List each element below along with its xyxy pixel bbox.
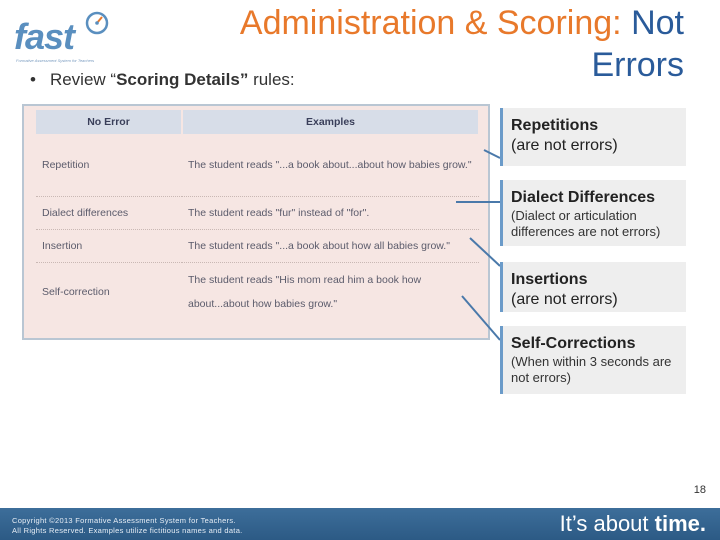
logo-tagline: Formative Assessment System for Teachers (16, 58, 95, 63)
row-label: Dialect differences (36, 196, 182, 229)
bullet-dot: • (30, 70, 36, 89)
footer-copyright (12, 516, 243, 536)
row-label: Repetition (36, 134, 182, 196)
header-no-error: No Error (36, 110, 182, 134)
callout-title: Repetitions (511, 117, 599, 134)
row-example: The student reads "fur" instead of "for". (182, 196, 479, 229)
review-bullet (30, 70, 295, 90)
table-row (36, 134, 479, 196)
row-example: The student reads "His mom read him a book how about...about how babies grow." (188, 274, 422, 311)
row-example: The student reads "...a book about how all babies grow." (182, 229, 479, 262)
fast-logo (14, 10, 114, 64)
logo-word: fast (14, 16, 75, 57)
callout-subtitle: (When within 3 seconds are not errors) (511, 354, 672, 385)
bullet-suffix: rules: (248, 70, 295, 89)
title-line-two: Errors (591, 46, 684, 84)
footer-bar (0, 508, 720, 540)
bullet-bold: Scoring Details” (116, 70, 249, 89)
table-row (36, 229, 479, 262)
callout-title: Self-Corrections (511, 335, 636, 352)
callout-subtitle: (are not errors) (511, 291, 618, 308)
scoring-details-table (36, 110, 480, 322)
slogan-bold: time. (654, 511, 706, 536)
header-examples: Examples (182, 110, 479, 134)
scoring-details-screenshot (22, 104, 490, 340)
callout-subtitle: (are not errors) (511, 137, 618, 154)
callout-repetitions (500, 108, 686, 166)
callout-self-corrections (500, 326, 686, 394)
callout-title: Insertions (511, 271, 588, 288)
footer-slogan (560, 510, 706, 538)
title-part-blue: Not (631, 4, 684, 42)
table-row (36, 262, 479, 322)
copyright-line-1: Copyright ©2013 Formative Assessment System for Teachers. (12, 516, 236, 525)
page-number: 18 (693, 484, 706, 496)
callout-dialect-differences (500, 180, 686, 246)
copyright-line-2: All Rights Reserved. Examples utilize fictitious names and data. (12, 526, 243, 535)
callout-title: Dialect Differences (511, 189, 656, 206)
callout-insertions (500, 262, 686, 312)
row-example: The student reads "...a book about...about how babies grow." (182, 134, 479, 196)
table-header-row (36, 110, 479, 134)
slogan-regular: It’s about (559, 511, 655, 536)
row-label: Insertion (36, 229, 182, 262)
row-label: Self-correction (42, 286, 110, 299)
title-part-orange: Administration & Scoring: (239, 4, 622, 42)
table-row (36, 196, 479, 229)
gauge-icon (84, 10, 110, 36)
callout-subtitle: (Dialect or articulation differences are not errors) (511, 208, 661, 239)
bullet-prefix: Review “ (49, 70, 117, 89)
